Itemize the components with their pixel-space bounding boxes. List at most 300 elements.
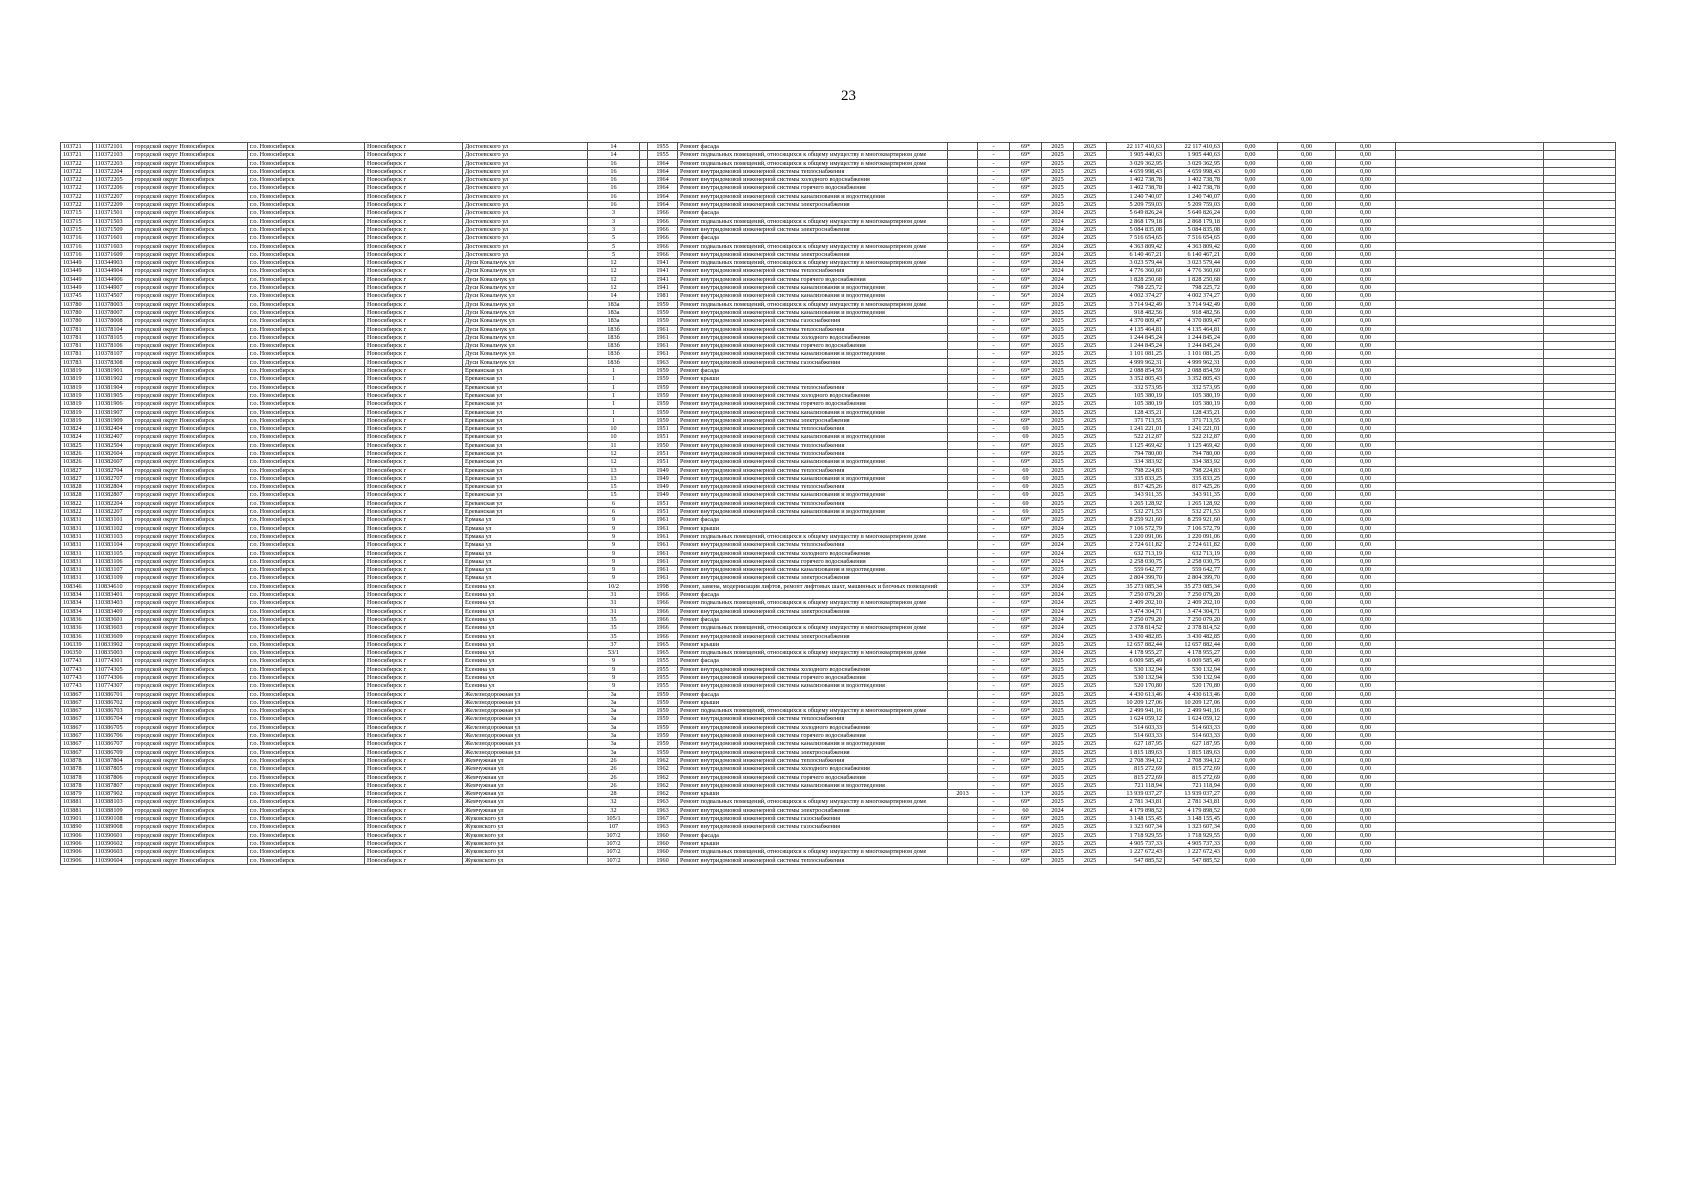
dash-cell-cell: - [978, 781, 1010, 789]
end-year-cell: 2025 [1074, 449, 1107, 457]
work-id-cell: 110378007 [93, 308, 133, 316]
work-id-cell: 110382504 [93, 441, 133, 449]
locality-cell: Новосибирск г [365, 325, 463, 333]
blank-col-b-cell [1544, 491, 1616, 499]
subsidy-1-cell: 0,00 [1223, 781, 1278, 789]
subsidy-2-cell: 0,00 [1278, 624, 1336, 632]
total-cost-cell: 3 352 805,43 [1107, 375, 1165, 383]
street-cell: Достоевского ул [463, 159, 588, 167]
blank-col-b-cell [1544, 665, 1616, 673]
municipal-district-cell: городской округ Новосибирск [133, 781, 248, 789]
regional-fund-cost-cell: 3 148 155,45 [1165, 815, 1223, 823]
end-year-cell: 2025 [1074, 748, 1107, 756]
last-repair-year-cell [948, 640, 978, 648]
year-built-cell: 1960 [648, 848, 678, 856]
blank-col-a-cell [1396, 698, 1544, 706]
blank-col-a-cell [1396, 690, 1544, 698]
wear-percent-cell: 69* [1010, 848, 1042, 856]
municipality-cell: г.о. Новосибирск [248, 433, 365, 441]
table-row [61, 798, 1616, 806]
work-type-cell: Ремонт внутридомовой инженерной системы горячего водоснабжения [678, 674, 948, 682]
building-letter-cell [640, 674, 648, 682]
locality-cell: Новосибирск г [365, 549, 463, 557]
subsidy-3-cell: 0,00 [1336, 234, 1396, 242]
subsidy-2-cell: 0,00 [1278, 491, 1336, 499]
locality-cell: Новосибирск г [365, 383, 463, 391]
street-cell: Ермака ул [463, 557, 588, 565]
street-cell: Ереванская ул [463, 367, 588, 375]
blank-col-b-cell [1544, 391, 1616, 399]
house-number-cell: 9 [588, 665, 640, 673]
blank-col-b-cell [1544, 234, 1616, 242]
blank-col-a-cell [1396, 715, 1544, 723]
building-id-cell: 103449 [61, 267, 93, 275]
municipality-cell: г.о. Новосибирск [248, 657, 365, 665]
year-built-cell: 1966 [648, 599, 678, 607]
total-cost-cell: 3 023 579,44 [1107, 259, 1165, 267]
work-id-cell: 110372103 [93, 151, 133, 159]
work-id-cell: 110774307 [93, 682, 133, 690]
total-cost-cell: 522 212,87 [1107, 433, 1165, 441]
building-letter-cell [640, 474, 648, 482]
table-row [61, 383, 1616, 391]
subsidy-2-cell: 0,00 [1278, 815, 1336, 823]
table-row [61, 367, 1616, 375]
work-type-cell: Ремонт внутридомовой инженерной системы теплоснабжения [678, 167, 948, 175]
work-id-cell: 110378106 [93, 342, 133, 350]
subsidy-3-cell: 0,00 [1336, 292, 1396, 300]
subsidy-1-cell: 0,00 [1223, 690, 1278, 698]
municipal-district-cell: городской округ Новосибирск [133, 466, 248, 474]
subsidy-3-cell: 0,00 [1336, 790, 1396, 798]
house-number-cell: 35 [588, 615, 640, 623]
subsidy-1-cell: 0,00 [1223, 466, 1278, 474]
blank-col-b-cell [1544, 599, 1616, 607]
wear-percent-cell: 69* [1010, 657, 1042, 665]
subsidy-1-cell: 0,00 [1223, 425, 1278, 433]
blank-col-a-cell [1396, 748, 1544, 756]
end-year-cell: 2025 [1074, 250, 1107, 258]
year-built-cell: 1959 [648, 375, 678, 383]
table-row [61, 151, 1616, 159]
building-id-cell: 103824 [61, 433, 93, 441]
street-cell: Ереванская ул [463, 441, 588, 449]
street-cell: Железнодорожная ул [463, 715, 588, 723]
table-row [61, 466, 1616, 474]
start-year-cell: 2024 [1042, 582, 1074, 590]
year-built-cell: 1966 [648, 632, 678, 640]
year-built-cell: 1959 [648, 400, 678, 408]
subsidy-3-cell: 0,00 [1336, 466, 1396, 474]
subsidy-2-cell: 0,00 [1278, 176, 1336, 184]
subsidy-2-cell: 0,00 [1278, 524, 1336, 532]
last-repair-year-cell [948, 740, 978, 748]
house-number-cell: 107/2 [588, 831, 640, 839]
blank-col-b-cell [1544, 259, 1616, 267]
house-number-cell: 3а [588, 690, 640, 698]
total-cost-cell: 2 724 611,82 [1107, 541, 1165, 549]
building-letter-cell [640, 740, 648, 748]
blank-col-b-cell [1544, 723, 1616, 731]
end-year-cell: 2025 [1074, 632, 1107, 640]
regional-fund-cost-cell: 2 724 611,82 [1165, 541, 1223, 549]
regional-fund-cost-cell: 1 125 469,42 [1165, 441, 1223, 449]
building-letter-cell [640, 690, 648, 698]
house-number-cell: 12 [588, 259, 640, 267]
last-repair-year-cell [948, 599, 978, 607]
table-row [61, 234, 1616, 242]
locality-cell: Новосибирск г [365, 267, 463, 275]
wear-percent-cell: 69 [1010, 474, 1042, 482]
subsidy-3-cell: 0,00 [1336, 350, 1396, 358]
subsidy-2-cell: 0,00 [1278, 674, 1336, 682]
locality-cell: Новосибирск г [365, 698, 463, 706]
street-cell: Достоевского ул [463, 192, 588, 200]
house-number-cell: 3 [588, 209, 640, 217]
work-id-cell: 110371503 [93, 217, 133, 225]
municipal-district-cell: городской округ Новосибирск [133, 765, 248, 773]
table-row [61, 624, 1616, 632]
start-year-cell: 2025 [1042, 466, 1074, 474]
subsidy-3-cell: 0,00 [1336, 508, 1396, 516]
table-row [61, 615, 1616, 623]
start-year-cell: 2024 [1042, 574, 1074, 582]
house-number-cell: 105/1 [588, 815, 640, 823]
municipal-district-cell: городской округ Новосибирск [133, 259, 248, 267]
table-row [61, 732, 1616, 740]
blank-col-a-cell [1396, 466, 1544, 474]
building-id-cell: 103878 [61, 781, 93, 789]
locality-cell: Новосибирск г [365, 831, 463, 839]
municipality-cell: г.о. Новосибирск [248, 557, 365, 565]
municipal-district-cell: городской округ Новосибирск [133, 474, 248, 482]
start-year-cell: 2025 [1042, 839, 1074, 847]
regional-fund-cost-cell: 5 649 826,24 [1165, 209, 1223, 217]
blank-col-a-cell [1396, 458, 1544, 466]
wear-percent-cell: 69* [1010, 176, 1042, 184]
wear-percent-cell: 69* [1010, 723, 1042, 731]
building-id-cell: 103822 [61, 508, 93, 516]
locality-cell: Новосибирск г [365, 781, 463, 789]
regional-fund-cost-cell: 2 708 394,12 [1165, 756, 1223, 764]
last-repair-year-cell: 2013 [948, 790, 978, 798]
subsidy-3-cell: 0,00 [1336, 765, 1396, 773]
house-number-cell: 3а [588, 723, 640, 731]
wear-percent-cell: 69 [1010, 466, 1042, 474]
municipality-cell: г.о. Новосибирск [248, 723, 365, 731]
subsidy-1-cell: 0,00 [1223, 599, 1278, 607]
subsidy-1-cell: 0,00 [1223, 491, 1278, 499]
blank-col-a-cell [1396, 308, 1544, 316]
dash-cell-cell: - [978, 707, 1010, 715]
total-cost-cell: 1 240 740,07 [1107, 192, 1165, 200]
subsidy-3-cell: 0,00 [1336, 367, 1396, 375]
municipal-district-cell: городской округ Новосибирск [133, 756, 248, 764]
street-cell: Жемчужная ул [463, 798, 588, 806]
blank-col-a-cell [1396, 483, 1544, 491]
house-number-cell: 5 [588, 250, 640, 258]
locality-cell: Новосибирск г [365, 333, 463, 341]
end-year-cell: 2025 [1074, 367, 1107, 375]
dash-cell-cell: - [978, 425, 1010, 433]
work-id-cell: 110381901 [93, 367, 133, 375]
street-cell: Ереванская ул [463, 425, 588, 433]
blank-col-a-cell [1396, 566, 1544, 574]
year-built-cell: 1955 [648, 151, 678, 159]
dash-cell-cell: - [978, 184, 1010, 192]
work-id-cell: 110382804 [93, 483, 133, 491]
blank-col-a-cell [1396, 640, 1544, 648]
last-repair-year-cell [948, 690, 978, 698]
blank-col-b-cell [1544, 416, 1616, 424]
blank-col-a-cell [1396, 400, 1544, 408]
year-built-cell: 1961 [648, 574, 678, 582]
regional-fund-cost-cell: 530 132,94 [1165, 674, 1223, 682]
work-id-cell: 110372204 [93, 167, 133, 175]
municipal-district-cell: городской округ Новосибирск [133, 358, 248, 366]
last-repair-year-cell [948, 184, 978, 192]
work-id-cell: 110382407 [93, 433, 133, 441]
dash-cell-cell: - [978, 143, 1010, 151]
blank-col-a-cell [1396, 839, 1544, 847]
locality-cell: Новосибирск г [365, 615, 463, 623]
subsidy-2-cell: 0,00 [1278, 690, 1336, 698]
dash-cell-cell: - [978, 690, 1010, 698]
subsidy-1-cell: 0,00 [1223, 815, 1278, 823]
subsidy-2-cell: 0,00 [1278, 740, 1336, 748]
last-repair-year-cell [948, 732, 978, 740]
municipality-cell: г.о. Новосибирск [248, 698, 365, 706]
last-repair-year-cell [948, 317, 978, 325]
subsidy-2-cell: 0,00 [1278, 217, 1336, 225]
blank-col-b-cell [1544, 790, 1616, 798]
subsidy-3-cell: 0,00 [1336, 250, 1396, 258]
street-cell: Дуси Ковальчук ул [463, 275, 588, 283]
total-cost-cell: 520 170,80 [1107, 682, 1165, 690]
last-repair-year-cell [948, 342, 978, 350]
dash-cell-cell: - [978, 607, 1010, 615]
dash-cell-cell: - [978, 557, 1010, 565]
year-built-cell: 1949 [648, 466, 678, 474]
total-cost-cell: 530 132,94 [1107, 665, 1165, 673]
last-repair-year-cell [948, 483, 978, 491]
work-type-cell: Ремонт внутридомовой инженерной системы канализования и водоотведения [678, 740, 948, 748]
start-year-cell: 2025 [1042, 167, 1074, 175]
house-number-cell: 107/2 [588, 856, 640, 864]
total-cost-cell: 1 265 128,92 [1107, 499, 1165, 507]
wear-percent-cell: 60 [1010, 806, 1042, 814]
blank-col-b-cell [1544, 582, 1616, 590]
house-number-cell: 6 [588, 508, 640, 516]
total-cost-cell: 815 272,69 [1107, 773, 1165, 781]
end-year-cell: 2025 [1074, 781, 1107, 789]
total-cost-cell: 1 905 440,63 [1107, 151, 1165, 159]
dash-cell-cell: - [978, 308, 1010, 316]
work-type-cell: Ремонт внутридомовой инженерной системы электроснабжения [678, 607, 948, 615]
subsidy-1-cell: 0,00 [1223, 624, 1278, 632]
regional-fund-cost-cell: 1 241 221,01 [1165, 425, 1223, 433]
work-type-cell: Ремонт внутридомовой инженерной системы теплоснабжения [678, 499, 948, 507]
house-number-cell: 183б [588, 325, 640, 333]
last-repair-year-cell [948, 375, 978, 383]
subsidy-3-cell: 0,00 [1336, 674, 1396, 682]
work-id-cell: 110371603 [93, 242, 133, 250]
subsidy-3-cell: 0,00 [1336, 201, 1396, 209]
regional-fund-cost-cell: 7 250 079,20 [1165, 615, 1223, 623]
work-type-cell: Ремонт подвальных помещений, относящихся к общему имуществу в многоквартирном доме [678, 798, 948, 806]
subsidy-1-cell: 0,00 [1223, 549, 1278, 557]
building-letter-cell [640, 599, 648, 607]
dash-cell-cell: - [978, 798, 1010, 806]
wear-percent-cell: 69* [1010, 574, 1042, 582]
street-cell: Дуси Ковальчук ул [463, 342, 588, 350]
building-letter-cell [640, 325, 648, 333]
wear-percent-cell: 69* [1010, 781, 1042, 789]
work-id-cell: 110381905 [93, 391, 133, 399]
house-number-cell: 13 [588, 466, 640, 474]
subsidy-1-cell: 0,00 [1223, 682, 1278, 690]
subsidy-2-cell: 0,00 [1278, 665, 1336, 673]
last-repair-year-cell [948, 209, 978, 217]
wear-percent-cell: 69* [1010, 682, 1042, 690]
blank-col-a-cell [1396, 333, 1544, 341]
blank-col-a-cell [1396, 151, 1544, 159]
total-cost-cell: 12 657 882,44 [1107, 640, 1165, 648]
street-cell: Ермака ул [463, 566, 588, 574]
subsidy-1-cell: 0,00 [1223, 449, 1278, 457]
blank-col-a-cell [1396, 649, 1544, 657]
subsidy-2-cell: 0,00 [1278, 184, 1336, 192]
year-built-cell: 1966 [648, 624, 678, 632]
end-year-cell: 2025 [1074, 607, 1107, 615]
building-letter-cell [640, 508, 648, 516]
locality-cell: Новосибирск г [365, 400, 463, 408]
subsidy-2-cell: 0,00 [1278, 458, 1336, 466]
subsidy-3-cell: 0,00 [1336, 541, 1396, 549]
year-built-cell: 1959 [648, 740, 678, 748]
total-cost-cell: 1 828 250,68 [1107, 275, 1165, 283]
blank-col-a-cell [1396, 723, 1544, 731]
table-row [61, 408, 1616, 416]
work-type-cell: Ремонт внутридомовой инженерной системы канализования и водоотведения [678, 566, 948, 574]
dash-cell-cell: - [978, 391, 1010, 399]
table-row [61, 300, 1616, 308]
start-year-cell: 2024 [1042, 242, 1074, 250]
subsidy-2-cell: 0,00 [1278, 267, 1336, 275]
building-letter-cell [640, 192, 648, 200]
building-id-cell: 103906 [61, 839, 93, 847]
dash-cell-cell: - [978, 848, 1010, 856]
subsidy-2-cell: 0,00 [1278, 566, 1336, 574]
municipal-district-cell: городской округ Новосибирск [133, 300, 248, 308]
building-id-cell: 103780 [61, 308, 93, 316]
building-id-cell: 103715 [61, 225, 93, 233]
last-repair-year-cell [948, 665, 978, 673]
blank-col-b-cell [1544, 856, 1616, 864]
year-built-cell: 1981 [648, 292, 678, 300]
subsidy-1-cell: 0,00 [1223, 582, 1278, 590]
municipality-cell: г.о. Новосибирск [248, 325, 365, 333]
blank-col-a-cell [1396, 209, 1544, 217]
subsidy-2-cell: 0,00 [1278, 242, 1336, 250]
house-number-cell: 9 [588, 516, 640, 524]
last-repair-year-cell [948, 557, 978, 565]
start-year-cell: 2025 [1042, 566, 1074, 574]
blank-col-a-cell [1396, 325, 1544, 333]
table-row [61, 707, 1616, 715]
wear-percent-cell: 69* [1010, 524, 1042, 532]
municipality-cell: г.о. Новосибирск [248, 259, 365, 267]
municipal-district-cell: городской округ Новосибирск [133, 566, 248, 574]
table-row [61, 508, 1616, 516]
subsidy-3-cell: 0,00 [1336, 300, 1396, 308]
total-cost-cell: 2 868 179,18 [1107, 217, 1165, 225]
municipal-district-cell: городской округ Новосибирск [133, 483, 248, 491]
year-built-cell: 1959 [648, 300, 678, 308]
year-built-cell: 1951 [648, 425, 678, 433]
locality-cell: Новосибирск г [365, 715, 463, 723]
street-cell: Ереванская ул [463, 433, 588, 441]
table-row [61, 848, 1616, 856]
municipal-district-cell: городской округ Новосибирск [133, 690, 248, 698]
building-id-cell: 103722 [61, 184, 93, 192]
municipality-cell: г.о. Новосибирск [248, 707, 365, 715]
subsidy-3-cell: 0,00 [1336, 325, 1396, 333]
year-built-cell: 1964 [648, 176, 678, 184]
building-id-cell: 103879 [61, 790, 93, 798]
building-id-cell: 103867 [61, 740, 93, 748]
dash-cell-cell: - [978, 790, 1010, 798]
total-cost-cell: 1 125 469,42 [1107, 441, 1165, 449]
building-letter-cell [640, 176, 648, 184]
subsidy-1-cell: 0,00 [1223, 806, 1278, 814]
subsidy-3-cell: 0,00 [1336, 732, 1396, 740]
table-row [61, 765, 1616, 773]
end-year-cell: 2025 [1074, 698, 1107, 706]
subsidy-1-cell: 0,00 [1223, 308, 1278, 316]
building-id-cell: 103906 [61, 831, 93, 839]
total-cost-cell: 10 209 127,06 [1107, 698, 1165, 706]
table-row [61, 582, 1616, 590]
end-year-cell: 2025 [1074, 491, 1107, 499]
house-number-cell: 11 [588, 441, 640, 449]
blank-col-a-cell [1396, 532, 1544, 540]
street-cell: Жуковского ул [463, 839, 588, 847]
total-cost-cell: 1 402 738,78 [1107, 184, 1165, 192]
last-repair-year-cell [948, 441, 978, 449]
start-year-cell: 2025 [1042, 508, 1074, 516]
table-row [61, 516, 1616, 524]
total-cost-cell: 334 383,92 [1107, 458, 1165, 466]
total-cost-cell: 128 435,21 [1107, 408, 1165, 416]
start-year-cell: 2025 [1042, 425, 1074, 433]
subsidy-2-cell: 0,00 [1278, 358, 1336, 366]
last-repair-year-cell [948, 815, 978, 823]
building-id-cell: 103716 [61, 250, 93, 258]
wear-percent-cell: 69* [1010, 391, 1042, 399]
table-row [61, 433, 1616, 441]
work-id-cell: 110378003 [93, 300, 133, 308]
regional-fund-cost-cell: 632 713,19 [1165, 549, 1223, 557]
total-cost-cell: 1 227 672,43 [1107, 848, 1165, 856]
municipality-cell: г.о. Новосибирск [248, 798, 365, 806]
wear-percent-cell: 69 [1010, 508, 1042, 516]
work-type-cell: Ремонт внутридомовой инженерной системы теплоснабжения [678, 715, 948, 723]
regional-fund-cost-cell: 1 101 081,25 [1165, 350, 1223, 358]
building-id-cell: 106350 [61, 649, 93, 657]
year-built-cell: 1963 [648, 806, 678, 814]
municipality-cell: г.о. Новосибирск [248, 831, 365, 839]
